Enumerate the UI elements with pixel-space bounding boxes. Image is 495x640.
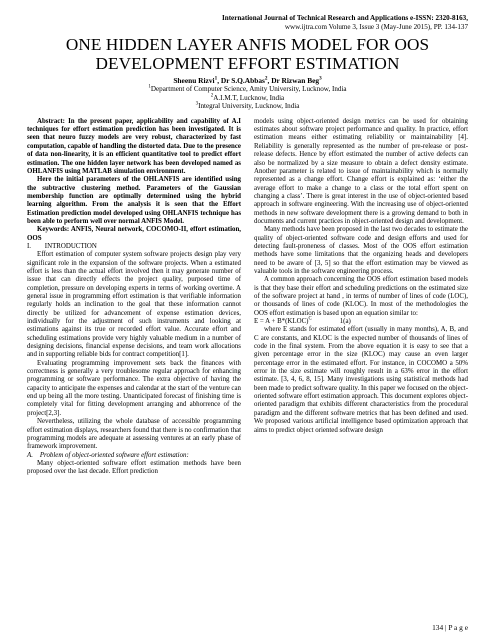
journal-name: International Journal of Technical Research and Applications e-ISSN: 2320-8163, (221, 14, 468, 22)
two-column-body (27, 118, 468, 477)
author-3-sup: 3 (319, 75, 322, 82)
right-paragraph-2: Many methods have been proposed in the last two decades to estimate the quality of object-oriented software code and design efforts and used for detecting fault-proneness of classes. Most of the OOS effort estimation methods have some limitations that the organizing heads and developers need to be aware of [3, 5] so that the effort estimation may be viewed as valuable tools in the software engineering process. (254, 226, 468, 275)
journal-header (27, 14, 468, 32)
author-1-sup: 1 (214, 75, 218, 82)
right-paragraph-4: where E stands for estimated effort (usually in many months), A, B, and C are constants, and KLOC is the expected number of thousands of lines of code in the final system. From the above equation it is easy to see that a given percentage error in the size (KLOC) may cause an even larger percentage error in the estimated effort. For instance, in COCOMO a 50% error in the size estimate will roughly result in a 63% error in the effort estimate. [3, 4, 6, 8, 15]. Many investigations using statistical methods had been made to predict software quality. In this paper we focused on the object-oriented software effort estimation approach. This document explores object-oriented paradigm that exhibits different characteristics from the procedural paradigm and the different software metrics that has been defined and used. We proposed various artificial intelligence based optimization approach that aims to predict object oriented software design (254, 326, 468, 434)
effort-equation (254, 318, 468, 326)
subsection-paragraph-1: Many object-oriented software effort estimation methods have been proposed over the last decade. Effort prediction (27, 459, 241, 476)
affiliation-2-text: A.I.M.T, Lucknow, India (213, 93, 285, 102)
keywords: Keywords: ANFIS, Neural network, COCOMO-II, effort estimation, OOS (27, 226, 241, 242)
right-column (254, 118, 468, 477)
author-list (27, 76, 468, 85)
affiliation-2-sup: 2 (210, 93, 214, 99)
author-3: , Dr Rizwan Beg (267, 76, 320, 85)
intro-paragraph-2: Evaluating programming improvement sets back the finances with correctness is generally a very troublesome regular approach for enhancing programming or software performance. The extra objective of having the capacity to anticipate the expenses and calendar at the start of the venture can end up being all the more testing. Unanticipated forecast of finishing time is completely vital for fitting development arranging and abhorrence of the project[2,3]. (27, 359, 241, 417)
section-heading-introduction: I. INTRODUCTION (27, 242, 97, 250)
left-column (27, 118, 241, 477)
affiliation-1-sup: 1 (148, 84, 151, 90)
paper-title-line2: DEVELOPMENT EFFORT ESTIMATION (95, 53, 400, 73)
affiliation-3 (27, 102, 468, 111)
right-paragraph-3: A common approach concerning the OOS effort estimation based models is that they base their effort and scheduling predictions on the estimated size of the software project at hand , in terms of number of lines of code (LOC), or thousands of lines of code (KLOC). In most of the methodologies the OOS effort estimation is based upon an equation similar to: (254, 276, 468, 317)
page-number: 134 | P a g e (432, 623, 468, 632)
author-2: , Dr S.Q.Abbas (217, 76, 265, 85)
author-1: Sheenu Rizvi (173, 76, 215, 85)
equation-text: E = A + B*(KLOC) (254, 318, 309, 326)
equation-exponent: C (308, 316, 312, 322)
intro-paragraph-3: Nevertheless, utilizing the whole database of accessible programming effort estimation displays, researchers found that there is no confirmation that programming models are adequate at assessing ventures at an early phase of framework improvement. (27, 418, 241, 451)
paper-title (27, 36, 468, 73)
author-2-sup: 2 (264, 75, 268, 82)
affiliation-1-text: Department of Computer Science, Amity University, Lucknow, India (150, 85, 347, 93)
subsection-heading: A. Problem of object-oriented software effort estimation: (27, 451, 189, 459)
intro-paragraph-1: Effort estimation of computer system software projects design play very significant role in the expansion of the software projects. When a estimated effort is less than the actual effort involved then it may generate number of issue that can directly effects the project quality, purposed time of completion, pressure on developing experts in terms of working overtime. A general issue in programming effort estimation is that verifiable information regularly holds an inclination to the goal that these information cannot directly be utilized for advancement of expense estimation devices, individually for the adjustment of such instruments and looking at estimations against its true or recorded effort value. Accurate effort and scheduling estimations provide very highly valuable medium in a number of designing decisions, financial expense decisions, and team work allocations and in supporting reliable bids for contract competition[1]. (27, 251, 241, 359)
paper-title-line1: ONE HIDDEN LAYER ANFIS MODEL FOR OOS (65, 35, 430, 54)
equation-number: 1(a) (339, 318, 351, 326)
affiliation-3-text: Integral University, Lucknow, India (198, 102, 300, 111)
affiliation-2 (27, 94, 468, 103)
journal-issue: www.ijtra.com Volume 3, Issue 3 (May-June 2015), PP. 134-137 (284, 23, 468, 31)
abstract: Abstract: In the present paper, applicability and capability of A.I techniques for effort estimation prediction has been investigated. It is seen that neuro fuzzy models are very robust, characterized by fast computation, capable of handling the distorted data. Due to the presence of data non-linearity, it is an efficient quantitative tool to predict effort estimation. The one hidden layer network has been developed named as OHLANFIS using MATLAB simulation environment. (27, 117, 241, 175)
abstract-continued: Here the initial parameters of the OHLANFIS are identified using the subtractive clustering method. Parameters of the Gaussian membership function are optimally determined using the hybrid learning algorithm. From the analysis it is seen that the Effort Estimation prediction model developed using OHLANFIS technique has been able to perform well over normal ANFIS Model. (27, 176, 241, 225)
affiliation-1 (27, 85, 468, 94)
affiliation-3-sup: 3 (195, 101, 199, 107)
right-paragraph-1: models using object-oriented design metrics can be used for obtaining estimates about software project performance and quality. In practice, effort estimation means either estimating reliability or maintainability [4]. Reliability is generally represented as the number of pre-release or post-release defects. Hence by effort estimated the number of active defects can also be normalized by a size measure to obtain a defect density estimate. Another parameter is related to issue of maintainability which is normally represented as a change effort. Change effort is explained as: ‘either the average effort to make a change to a class or the total effort spent on changing a class’. There is great interest in the use of object-oriented based approach in software engineering. With the increasing use of object-oriented methods in new software development there is a growing demand to both in documents and current practices in object-oriented design and development. (254, 117, 468, 225)
